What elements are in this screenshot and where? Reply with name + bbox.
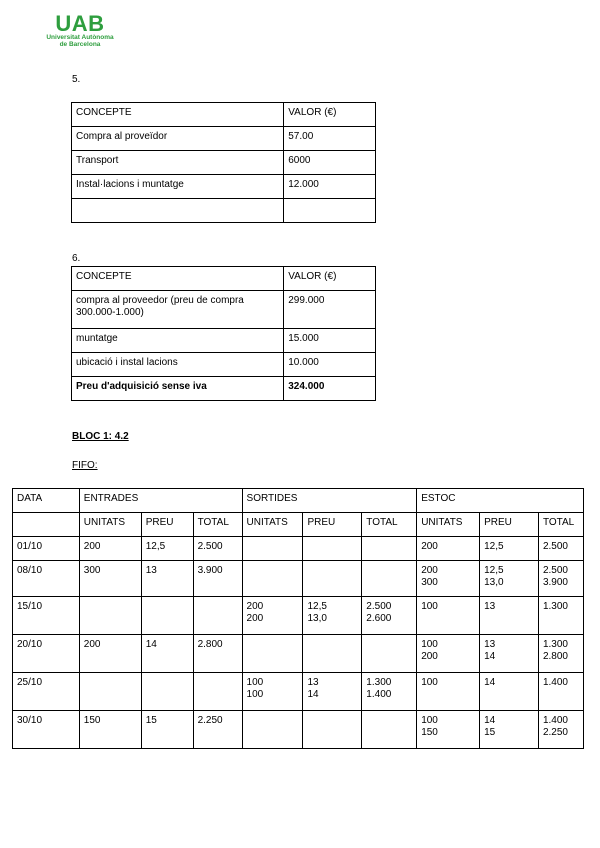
table-cell [242,635,303,673]
table-cell: compra al proveedor (preu de compra 300.000-1.000) [72,291,284,329]
table-cell: 12,5 13,0 [303,597,362,635]
total-label: Preu d'adquisició sense iva [72,377,284,401]
table-cell [362,561,417,597]
subheader-cell: PREU [303,513,362,537]
table-cell: 13 14 [303,673,362,711]
table-cell: 200 200 [242,597,303,635]
date-cell: 01/10 [13,537,80,561]
section-5-number: 5. [72,74,81,85]
table-cell: 100 [417,597,480,635]
table-cell: 200 [417,537,480,561]
subheader-cell: PREU [141,513,193,537]
table-cell: Transport [72,151,284,175]
date-cell: 25/10 [13,673,80,711]
table-cell: 200 [79,537,141,561]
subheader-cell: UNITATS [79,513,141,537]
table-cell: 12,5 13,0 [480,561,539,597]
table-cell: 200 [79,635,141,673]
table-row [13,673,584,711]
table-row [13,635,584,673]
table-cell: muntatge [72,329,284,353]
table-cell: 100 [417,673,480,711]
group-header-estoc: ESTOC [417,489,584,513]
table-header-row [72,267,376,291]
table-header-row [72,103,376,127]
table-cell: 14 15 [480,711,539,749]
table-row [72,175,376,199]
header-cell: CONCEPTE [72,103,284,127]
date-cell: 15/10 [13,597,80,635]
group-header-entrades: ENTRADES [79,489,242,513]
table-cell: 13 [141,561,193,597]
table-row [13,537,584,561]
subheader-cell [13,513,80,537]
table-cell: 150 [79,711,141,749]
table-row [72,199,376,223]
table-cell [303,711,362,749]
logo-line-1: Universitat Autònoma [46,34,114,41]
table-cell: 13 14 [480,635,539,673]
table-cell: 3.900 [193,561,242,597]
table-row [72,127,376,151]
date-cell: 30/10 [13,711,80,749]
table-cell [284,199,376,223]
table-cell: ubicació i instal lacions [72,353,284,377]
table-row [72,291,376,329]
bloc-title: BLOC 1: 4.2 [72,431,129,442]
table-cell: 200 300 [417,561,480,597]
table-cell: 2.500 [193,537,242,561]
table-row [72,353,376,377]
table-cell: 2.250 [193,711,242,749]
table-cell: 14 [141,635,193,673]
table-cell: 6000 [284,151,376,175]
table-cell: 12,5 [480,537,539,561]
table-cell: 299.000 [284,291,376,329]
table-cell: 14 [480,673,539,711]
table-cell: 12,5 [141,537,193,561]
fifo-table [12,488,584,749]
section-6-number: 6. [72,253,81,264]
table-row [72,329,376,353]
table-cell [362,711,417,749]
date-cell: 20/10 [13,635,80,673]
table-row [13,597,584,635]
fifo-subheader-row [13,513,584,537]
logo-line-2: de Barcelona [59,41,101,48]
table-cell: 2.500 [538,537,583,561]
table-cell: 57.00 [284,127,376,151]
subheader-cell: TOTAL [193,513,242,537]
table-row [72,151,376,175]
table-cell: 2.500 3.900 [538,561,583,597]
header-cell: VALOR (€) [284,103,376,127]
table-cell [79,673,141,711]
section-6-table [71,266,376,401]
table-cell: 2.500 2.600 [362,597,417,635]
table-row [13,711,584,749]
table-cell [242,561,303,597]
table-cell [362,635,417,673]
table-cell: 300 [79,561,141,597]
table-cell [242,711,303,749]
table-row [13,561,584,597]
table-cell [193,673,242,711]
table-cell: 13 [480,597,539,635]
date-cell: 08/10 [13,561,80,597]
table-cell: 100 200 [417,635,480,673]
table-cell [79,597,141,635]
table-cell: 2.800 [193,635,242,673]
subheader-cell: TOTAL [538,513,583,537]
uab-logo [32,11,128,48]
total-value: 324.000 [284,377,376,401]
table-cell: 1.400 2.250 [538,711,583,749]
table-cell [72,199,284,223]
group-header-sortides: SORTIDES [242,489,417,513]
logo-mark: UAB [55,11,105,36]
subheader-cell: TOTAL [362,513,417,537]
table-cell [141,673,193,711]
table-cell [193,597,242,635]
header-cell: CONCEPTE [72,267,284,291]
table-cell: Instal·lacions i muntatge [72,175,284,199]
table-cell [362,537,417,561]
subheader-cell: UNITATS [242,513,303,537]
header-cell: VALOR (€) [284,267,376,291]
table-cell [242,537,303,561]
table-cell: Compra al proveïdor [72,127,284,151]
table-cell: 12.000 [284,175,376,199]
table-cell: 100 100 [242,673,303,711]
table-cell [303,635,362,673]
table-cell: 1.300 1.400 [362,673,417,711]
table-cell: 1.300 [538,597,583,635]
fifo-label: FIFO: [72,460,98,471]
table-cell: 1.400 [538,673,583,711]
table-cell [303,561,362,597]
section-5-table [71,102,376,223]
table-cell: 15.000 [284,329,376,353]
subheader-cell: PREU [480,513,539,537]
table-cell: 100 150 [417,711,480,749]
fifo-group-header-row [13,489,584,513]
table-cell: 15 [141,711,193,749]
group-header-data: DATA [13,489,80,513]
table-cell [141,597,193,635]
table-cell: 10.000 [284,353,376,377]
fifo-body [13,537,584,749]
subheader-cell: UNITATS [417,513,480,537]
table-cell [303,537,362,561]
total-row [72,377,376,401]
table-cell: 1.300 2.800 [538,635,583,673]
